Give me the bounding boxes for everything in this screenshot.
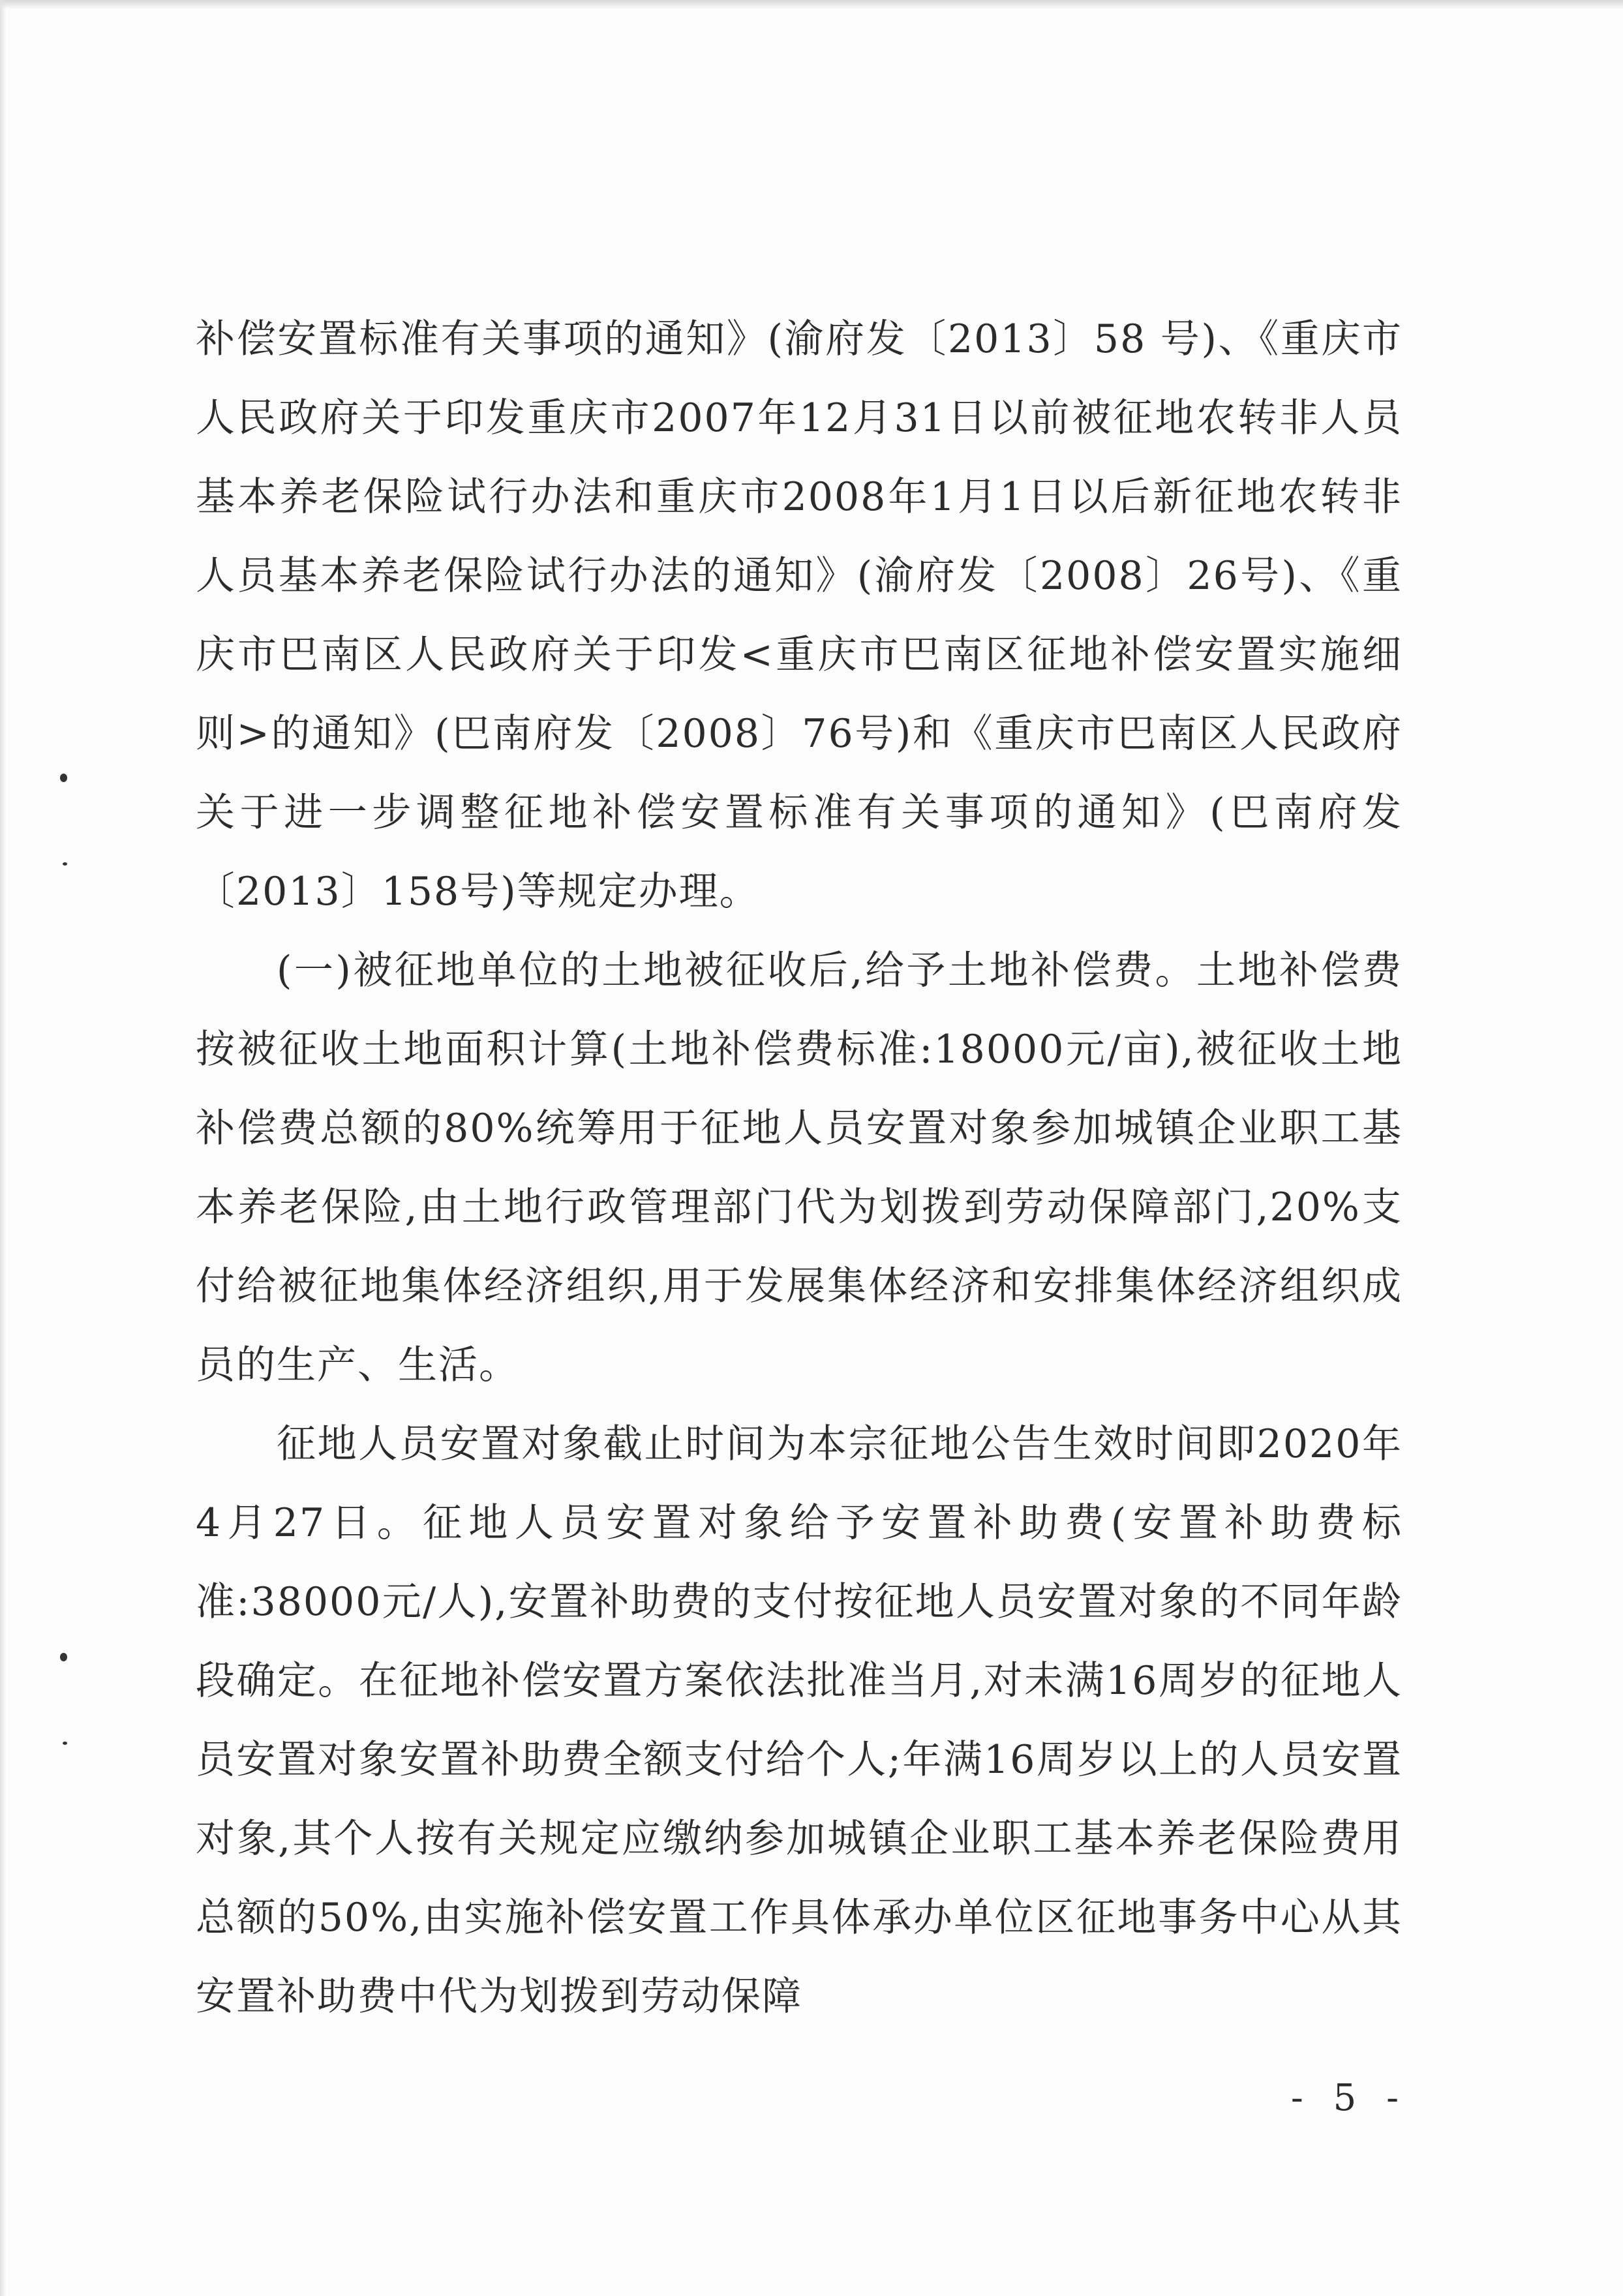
paragraph-continuation: 补偿安置标准有关事项的通知》(渝府发〔2013〕58 号)、《重庆市人民政府关于印发重庆市2007年12月31日以前被征地农转非人员基本养老保险试行办法和重庆市2008年1月1日以后新征地农转非人员基本养老保险试行办法的通知》(渝府发〔2008〕26号)、《重庆市巴南区人民政府关于印发<重庆市巴南区征地补偿安置实施细则>的通知》(巴南府发〔2008〕76号)和《重庆市巴南区人民政府关于进一步调整征地补偿安置标准有关事项的通知》(巴南府发〔2013〕158号)等规定办理。 (196, 316, 1403, 914)
binding-hole-mark (60, 1653, 67, 1661)
page-number: - 5 - (1290, 2077, 1408, 2119)
scan-edge-shadow-left (0, 0, 7, 2296)
document-body (196, 300, 1403, 2036)
binding-hole-mark (63, 1742, 67, 1745)
binding-hole-mark (60, 774, 67, 782)
paragraph-resettlement-subsidy: 征地人员安置对象截止时间为本宗征地公告生效时间即2020年4月27日。征地人员安置对象给予安置补助费(安置补助费标准:38000元/人),安置补助费的支付按征地人员安置对象的不同年龄段确定。在征地补偿安置方案依法批准当月,对未满16周岁的征地人员安置对象安置补助费全额支付给个人;年满16周岁以上的人员安置对象,其个人按有关规定应缴纳参加城镇企业职工基本养老保险费用总额的50%,由实施补偿安置工作具体承办单位区征地事务中心从其安置补助费中代为划拨到劳动保障 (196, 1421, 1403, 2019)
scan-edge-shadow-top (0, 0, 1623, 9)
binding-hole-mark (63, 862, 67, 866)
paragraph-land-compensation: (一)被征地单位的土地被征收后,给予土地补偿费。土地补偿费按被征收土地面积计算(土地补偿费标准:18000元/亩),被征收土地补偿费总额的80%统筹用于征地人员安置对象参加城镇企业职工基本养老保险,由土地行政管理部门代为划拨到劳动保障部门,20%支付给被征地集体经济组织,用于发展集体经济和安排集体经济组织成员的生产、生活。 (196, 948, 1403, 1388)
